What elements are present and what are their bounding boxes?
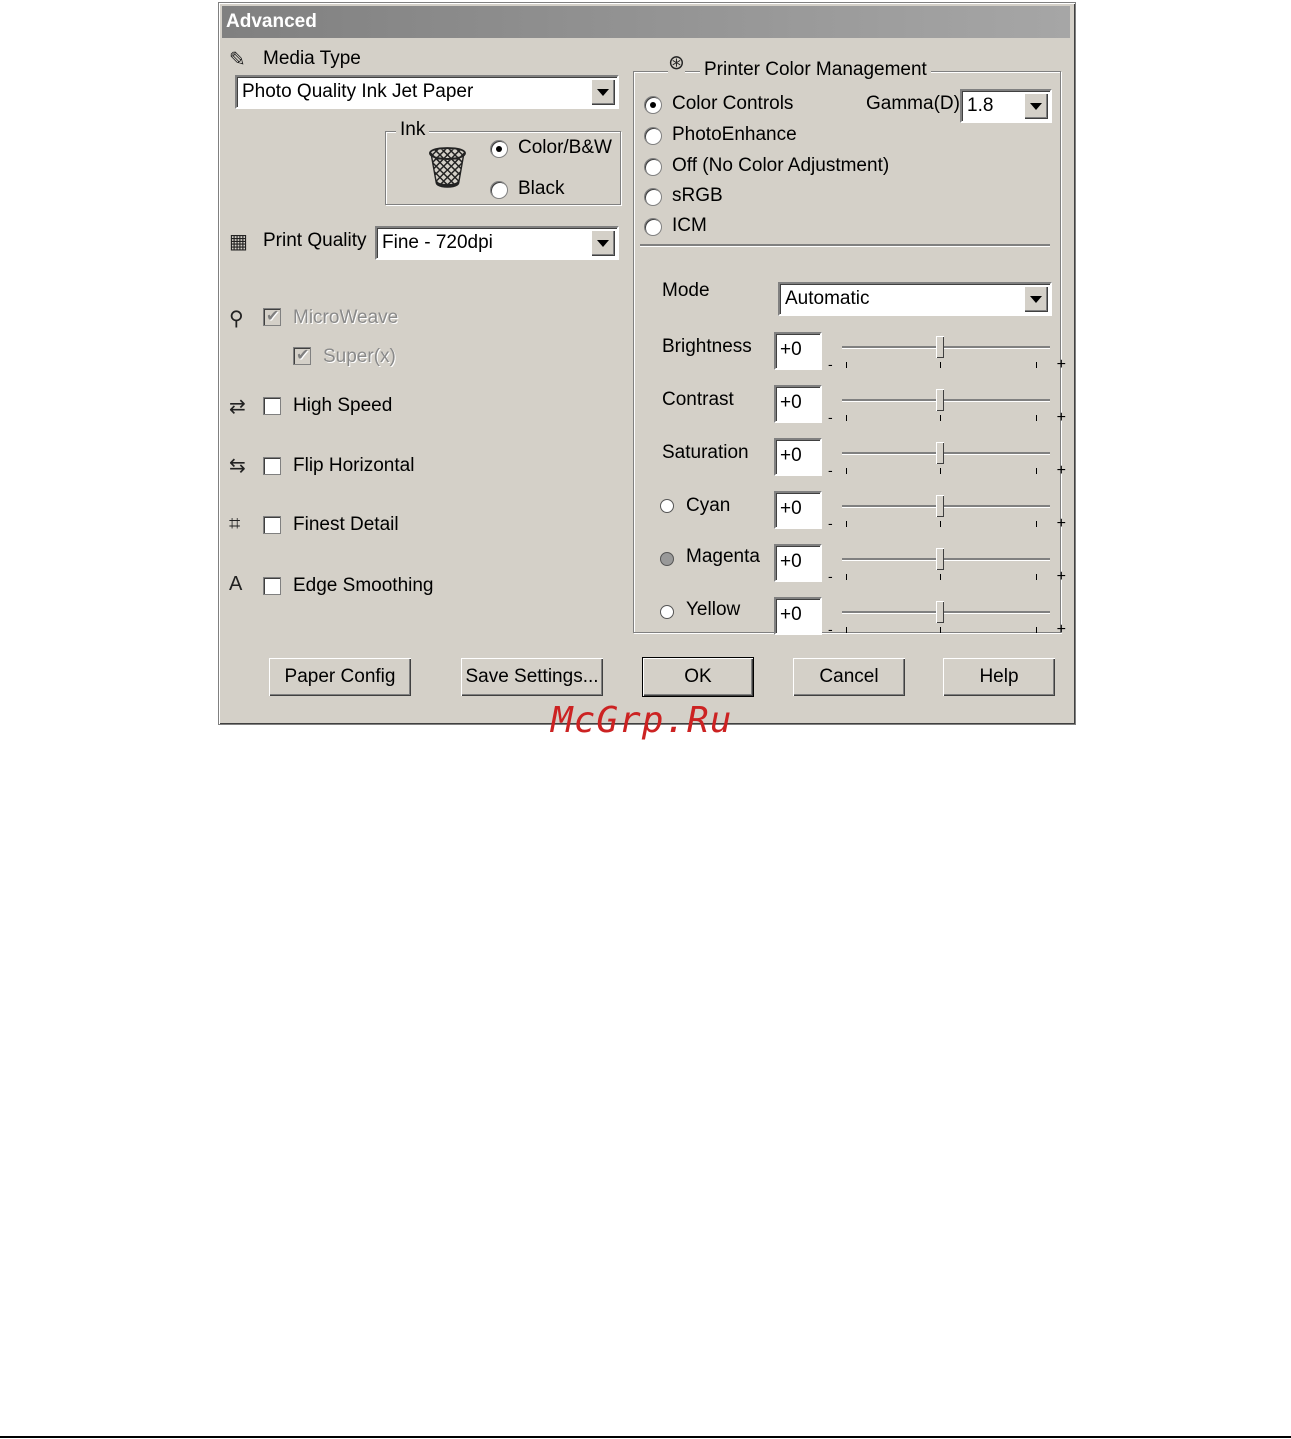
media-type-select[interactable] <box>235 75 619 109</box>
radio-srgb[interactable] <box>644 188 662 206</box>
print-quality-value: Fine - 720dpi <box>382 232 493 253</box>
brightness-slider[interactable] <box>828 334 1066 374</box>
magenta-label: Magenta <box>686 546 760 567</box>
watermark: McGrp.Ru <box>551 700 733 741</box>
window-title: Advanced <box>226 11 317 32</box>
slider-max-label: + <box>1056 515 1066 532</box>
finest-detail-icon: ⌗ <box>229 513 241 535</box>
brightness-value[interactable]: +0 <box>780 339 802 360</box>
edge-smoothing-label[interactable]: Edge Smoothing <box>293 575 434 596</box>
mode-label: Mode <box>662 280 710 301</box>
slider-max-label: + <box>1056 462 1066 479</box>
slider-min-label: - <box>828 409 833 425</box>
ink-option-color-bw[interactable]: Color/B&W <box>518 137 612 158</box>
slider-thumb[interactable] <box>936 336 944 358</box>
option-color-controls[interactable]: Color Controls <box>672 93 794 114</box>
slider-min-label: - <box>828 568 833 584</box>
paper-config-button[interactable]: Paper Config <box>269 658 411 696</box>
ink-group <box>385 119 621 205</box>
saturation-field[interactable] <box>774 438 822 476</box>
cyan-slider[interactable] <box>828 493 1066 533</box>
contrast-slider[interactable] <box>828 387 1066 427</box>
radio-photoenhance[interactable] <box>644 127 662 145</box>
yellow-value[interactable]: +0 <box>780 604 802 625</box>
ok-button[interactable]: OK <box>643 658 753 696</box>
slider-min-label: - <box>828 515 833 531</box>
yellow-field[interactable] <box>774 597 822 635</box>
mode-select[interactable] <box>778 282 1052 316</box>
magenta-slider[interactable] <box>828 546 1066 586</box>
slider-thumb[interactable] <box>936 389 944 411</box>
option-srgb[interactable]: sRGB <box>672 185 723 206</box>
gamma-select[interactable] <box>960 89 1052 123</box>
slider-thumb[interactable] <box>936 442 944 464</box>
title-bar <box>222 6 1070 38</box>
yellow-dot-icon <box>660 605 674 619</box>
print-quality-icon: ▦ <box>229 231 248 253</box>
radio-off[interactable] <box>644 158 662 176</box>
finest-detail-checkbox[interactable] <box>263 516 281 534</box>
slider-min-label: - <box>828 356 833 372</box>
saturation-slider[interactable] <box>828 440 1066 480</box>
mode-value: Automatic <box>785 288 870 309</box>
print-quality-label: Print Quality <box>263 230 367 251</box>
magenta-dot-icon <box>660 552 674 566</box>
ink-legend: Ink <box>396 119 429 141</box>
save-settings-button[interactable]: Save Settings... <box>461 658 603 696</box>
media-type-value: Photo Quality Ink Jet Paper <box>242 81 474 102</box>
contrast-value[interactable]: +0 <box>780 392 802 413</box>
media-type-icon: ✎ <box>229 49 246 71</box>
high-speed-checkbox[interactable] <box>263 397 281 415</box>
radio-color-controls[interactable] <box>644 96 662 114</box>
yellow-label: Yellow <box>686 599 741 620</box>
chevron-down-icon[interactable] <box>1024 93 1048 119</box>
slider-thumb[interactable] <box>936 548 944 570</box>
high-speed-icon: ⇄ <box>229 396 246 418</box>
option-icm[interactable]: ICM <box>672 215 707 236</box>
gamma-label: Gamma(D) <box>866 93 960 114</box>
slider-max-label: + <box>1056 409 1066 426</box>
contrast-field[interactable] <box>774 385 822 423</box>
high-speed-label[interactable]: High Speed <box>293 395 393 416</box>
slider-max-label: + <box>1056 568 1066 585</box>
color-management-group <box>633 52 1066 638</box>
slider-thumb[interactable] <box>936 601 944 623</box>
slider-min-label: - <box>828 462 833 478</box>
option-photoenhance[interactable]: PhotoEnhance <box>672 124 797 145</box>
flip-horizontal-icon: ⇆ <box>229 455 246 477</box>
brightness-label: Brightness <box>662 336 752 357</box>
advanced-dialog <box>218 2 1076 725</box>
chevron-down-icon[interactable] <box>591 230 615 256</box>
cancel-button[interactable]: Cancel <box>793 658 905 696</box>
cyan-value[interactable]: +0 <box>780 498 802 519</box>
microweave-checkbox[interactable]: ✔ <box>263 308 281 326</box>
color-circles-icon: ⊛ <box>668 52 685 74</box>
cyan-field[interactable] <box>774 491 822 529</box>
radio-color-bw[interactable] <box>490 140 508 158</box>
cyan-dot-icon <box>660 499 674 513</box>
microweave-label: MicroWeave <box>293 307 399 328</box>
edge-smoothing-checkbox[interactable] <box>263 577 281 595</box>
slider-min-label: - <box>828 621 833 637</box>
saturation-value[interactable]: +0 <box>780 445 802 466</box>
flip-horizontal-label[interactable]: Flip Horizontal <box>293 455 415 476</box>
edge-smoothing-icon: A <box>229 573 243 595</box>
chevron-down-icon[interactable] <box>591 79 615 105</box>
gamma-value: 1.8 <box>967 95 994 116</box>
super-label: Super(x) <box>323 346 396 367</box>
slider-thumb[interactable] <box>936 495 944 517</box>
option-off[interactable]: Off (No Color Adjustment) <box>672 155 890 176</box>
ink-option-black[interactable]: Black <box>518 178 565 199</box>
super-checkbox[interactable]: ✔ <box>293 347 311 365</box>
print-quality-select[interactable] <box>375 226 619 260</box>
color-management-legend: Printer Color Management <box>700 59 931 81</box>
slider-max-label: + <box>1056 621 1066 638</box>
radio-icm[interactable] <box>644 218 662 236</box>
saturation-label: Saturation <box>662 442 749 463</box>
brightness-field[interactable] <box>774 332 822 370</box>
separator <box>640 244 1050 247</box>
cyan-label: Cyan <box>686 495 731 516</box>
microweave-icon: ⚲ <box>229 308 244 330</box>
flip-horizontal-checkbox[interactable] <box>263 457 281 475</box>
finest-detail-label[interactable]: Finest Detail <box>293 514 399 535</box>
chevron-down-icon[interactable] <box>1024 286 1048 312</box>
yellow-slider[interactable] <box>828 599 1066 639</box>
magenta-value[interactable]: +0 <box>780 551 802 572</box>
help-button[interactable]: Help <box>943 658 1055 696</box>
media-type-label: Media Type <box>263 48 361 69</box>
slider-max-label: + <box>1056 356 1066 373</box>
magenta-field[interactable] <box>774 544 822 582</box>
ink-bottle-icon: 🗑 <box>422 146 473 190</box>
page-bottom-rule <box>0 1436 1291 1438</box>
radio-black[interactable] <box>490 181 508 199</box>
contrast-label: Contrast <box>662 389 734 410</box>
